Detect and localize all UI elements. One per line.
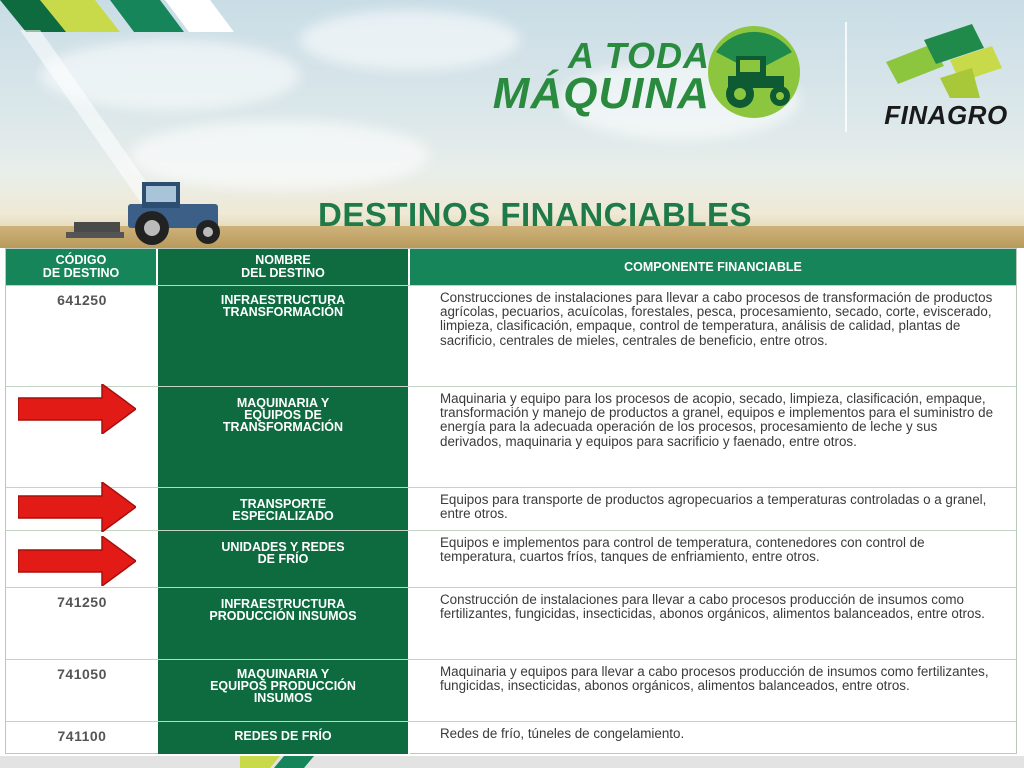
column-header-component — [410, 249, 1016, 285]
row-description: Maquinaria y equipo para los procesos de acopio, secado, limpieza, clasificación, empaque, transformación y manejo de productos a granel, equipos e implementos para el suministro de energía para la adecuada operación de los procesos, procesamiento de leche y sus derivados, maquinaria y equipos para sacrificio y faenado, entre otros. — [440, 391, 994, 449]
column-header-name-label: NOMBRE DEL DESTINO — [241, 253, 325, 280]
finagro-wordmark: FINAGRO — [884, 100, 1008, 130]
table-row — [6, 721, 1016, 754]
red-arrow-right-icon — [18, 482, 136, 532]
finagro-logo-icon — [880, 22, 1010, 100]
row-code: 741250 — [57, 594, 107, 610]
row-description: Construcción de instalaciones para llevar a cabo procesos producción de insumos como fertilizantes, fungicidas, insecticidas, abonos orgánicos, alimentos balanceados, entre otros. — [440, 592, 985, 622]
row-description: Construcciones de instalaciones para llevar a cabo procesos de transformación de productos agrícolas, pecuarios, acuícolas, forestales, pesca, procesamiento, secado, corte, eviscerado, limpieza, clasificación, empaque, control de temperatura, análisis de calidad, plantas de sacrificio, centrales de mieles, centrales de beneficio, entre otros. — [440, 290, 993, 348]
page-title: DESTINOS FINANCIABLES — [318, 196, 753, 233]
row-description: Redes de frío, túneles de congelamiento. — [440, 726, 685, 741]
column-header-code-label: CÓDIGO DE DESTINO — [42, 253, 120, 280]
row-code: 741100 — [57, 728, 107, 744]
table-row — [6, 487, 1016, 531]
table-header-row — [6, 249, 1016, 285]
row-description: Equipos e implementos para control de temperatura, contenedores con control de temperatura, cuartos fríos, tanques de enfriamiento, entre otros. — [440, 535, 925, 565]
header-divider — [845, 22, 847, 132]
row-destination-name: MAQUINARIA Y EQUIPOS PRODUCCIÓN INSUMOS — [158, 660, 410, 722]
header-banner — [0, 0, 1024, 248]
table-row — [6, 587, 1016, 660]
table-row — [6, 530, 1016, 588]
row-code: 741050 — [57, 666, 107, 682]
row-description: Equipos para transporte de productos agropecuarios a temperaturas controladas o a granel, entre otros. — [440, 492, 987, 522]
row-destination-name: INFRAESTRUCTURA TRANSFORMACIÓN — [158, 286, 410, 387]
footer-stripe-decoration — [240, 756, 330, 768]
campaign-line-2: MÁQUINA — [492, 69, 710, 118]
row-description: Maquinaria y equipos para llevar a cabo procesos producción de insumos como fertilizantes, fungicidas, insecticidas, abonos orgánicos, alimentos balanceados, entre otros. — [440, 664, 989, 694]
row-destination-name: REDES DE FRÍO — [158, 722, 410, 754]
row-destination-name: UNIDADES Y REDES DE FRÍO — [158, 531, 410, 588]
row-destination-name: TRANSPORTE ESPECIALIZADO — [158, 488, 410, 531]
farm-tractor-icon — [66, 178, 236, 248]
footer-band — [0, 756, 1024, 768]
destinations-table — [5, 248, 1017, 754]
campaign-line-1: A TODA — [567, 35, 710, 76]
row-destination-name: INFRAESTRUCTURA PRODUCCIÓN INSUMOS — [158, 588, 410, 660]
column-header-name — [158, 249, 410, 285]
table-row — [6, 386, 1016, 488]
table-row — [6, 659, 1016, 722]
column-header-component-label: COMPONENTE FINANCIABLE — [624, 259, 802, 274]
row-code: 641250 — [57, 292, 107, 308]
tractor-badge-icon — [706, 22, 802, 122]
row-destination-name: MAQUINARIA Y EQUIPOS DE TRANSFORMACIÓN — [158, 387, 410, 488]
column-header-code — [6, 249, 158, 285]
red-arrow-right-icon — [18, 536, 136, 586]
table-row — [6, 285, 1016, 387]
red-arrow-right-icon — [18, 384, 136, 434]
campaign-wordmark — [480, 35, 710, 118]
